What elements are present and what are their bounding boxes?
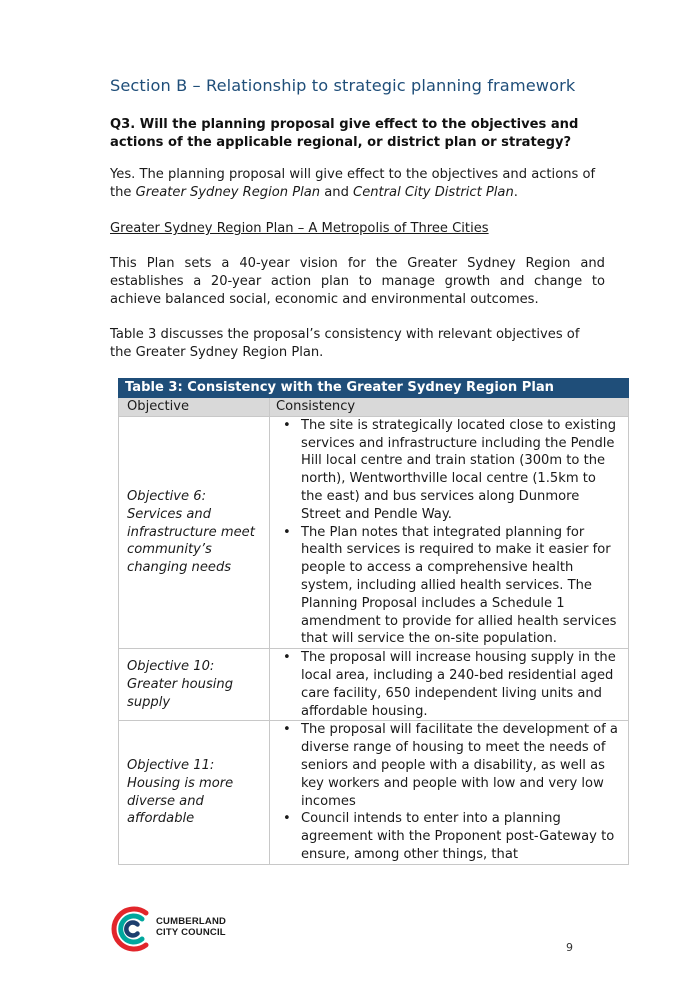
intro-suffix: . [513, 185, 518, 200]
question-heading: Q3. Will the planning proposal give effect to the objectives and actions of the applicable regional, or district plan or strategy? [110, 117, 579, 150]
council-logo-mark-icon [108, 904, 152, 954]
consistency-point: • The Plan notes that integrated planning for health services is required to make it easier for people to access a comprehensive health system, including allied health services. The Planning Proposal includes a Schedule 1 amendment to provide for allied health services that will service the on-site population. [276, 524, 618, 649]
plan-paragraph: This Plan sets a 40-year vision for the Greater Sydney Region and establishes a 20-year action plan to manage growth and change to achieve balanced social, economic and environmental outcomes. [110, 256, 605, 307]
council-logo [108, 904, 308, 954]
consistency-point: • Council intends to enter into a planning agreement with the Proponent post-Gateway to ensure, among other things, that [276, 810, 618, 863]
consistency-table [118, 378, 629, 865]
intro-middle: and [320, 185, 354, 200]
table-caption: Table 3: Consistency with the Greater Sydney Region Plan [119, 379, 629, 398]
subheading: Greater Sydney Region Plan – A Metropolis of Three Cities [110, 221, 489, 236]
plan-name-district: Central City District Plan [353, 185, 514, 200]
consistency-cell [270, 649, 629, 721]
section-title: Section B – Relationship to strategic planning framework [110, 76, 576, 95]
objective-cell: Objective 6: Services and infrastructure meet community’s changing needs [119, 416, 270, 648]
column-header-consistency: Consistency [270, 398, 629, 417]
consistency-cell [270, 416, 629, 648]
table-row [119, 649, 629, 721]
table-intro-paragraph: Table 3 discusses the proposal’s consistency with relevant objectives of the Greater Sydney Region Plan. [110, 327, 580, 360]
logo-line-2: CITY COUNCIL [156, 927, 226, 938]
consistency-cell [270, 721, 629, 864]
table-row [119, 721, 629, 864]
consistency-point: • The proposal will increase housing supply in the local area, including a 240-bed residential aged care facility, 650 independent living units and affordable housing. [276, 649, 618, 720]
logo-line-1: CUMBERLAND [156, 916, 227, 927]
objective-cell: Objective 11: Housing is more diverse and affordable [119, 721, 270, 864]
objective-cell: Objective 10: Greater housing supply [119, 649, 270, 721]
intro-prefix: Yes. The planning proposal will give effect to the objectives and actions of the [110, 167, 596, 200]
column-header-objective: Objective [119, 398, 270, 417]
plan-name-region: Greater Sydney Region Plan [135, 185, 321, 200]
council-logo-text [156, 916, 226, 938]
page-number: 9 [566, 941, 573, 954]
consistency-point: • The site is strategically located close to existing services and infrastructure including the Pendle Hill local centre and train station (300m to the north), Wentworthville local centre (1.5km to the east) and bus services along Dunmore Street and Pendle Way. [276, 417, 618, 524]
consistency-point: • The proposal will facilitate the development of a diverse range of housing to meet the needs of seniors and people with a disability, as well as key workers and people with low and very low incomes [276, 721, 618, 810]
intro-paragraph [110, 166, 605, 202]
table-row [119, 416, 629, 648]
